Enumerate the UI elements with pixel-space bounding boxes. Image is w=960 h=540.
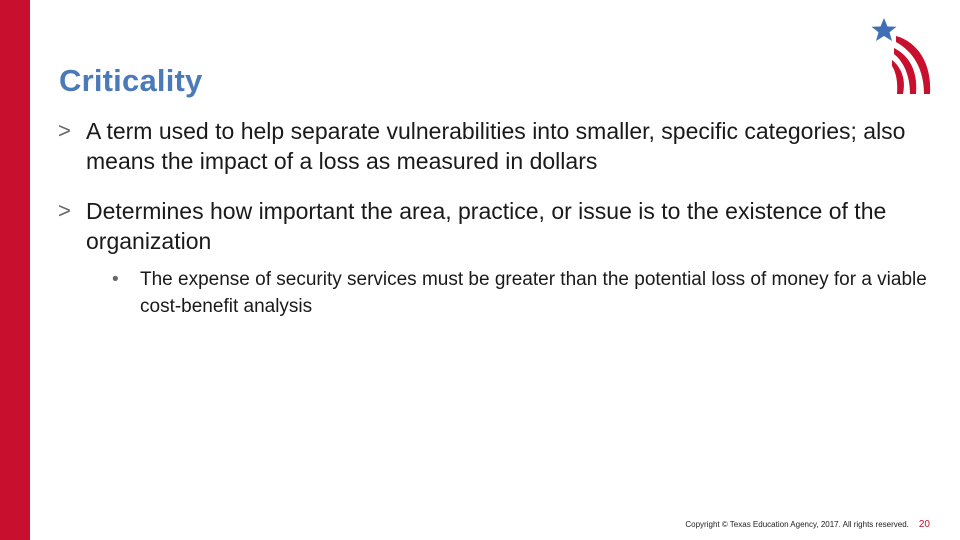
bullet-marker-icon: > (58, 198, 71, 223)
logo-star-icon (872, 18, 897, 41)
sub-bullet-marker-icon: • (112, 269, 119, 290)
bullet-marker-icon: > (58, 118, 71, 143)
bullet-item (58, 196, 938, 256)
bullet-text: Determines how important the area, practice, or issue is to the existence of the organization (86, 198, 887, 254)
bullet-list (58, 116, 938, 320)
slide-title: Criticality (59, 63, 203, 98)
bullet-item (58, 116, 938, 176)
slide-footer (685, 519, 930, 530)
sub-bullet-text: The expense of security services must be greater than the potential loss of money for a viable cost-benefit analysis (140, 269, 927, 317)
bullet-text: A term used to help separate vulnerabilities into smaller, specific categories; also means the impact of a loss as measured in dollars (86, 118, 906, 174)
side-accent-bar (0, 0, 30, 540)
copyright-text: Copyright © Texas Education Agency, 2017. All rights reserved. (685, 520, 909, 529)
star-stripes-logo-icon (866, 14, 936, 98)
sub-bullet-item (112, 266, 938, 320)
logo-stripe-inner (892, 60, 904, 94)
page-number: 20 (918, 519, 930, 530)
